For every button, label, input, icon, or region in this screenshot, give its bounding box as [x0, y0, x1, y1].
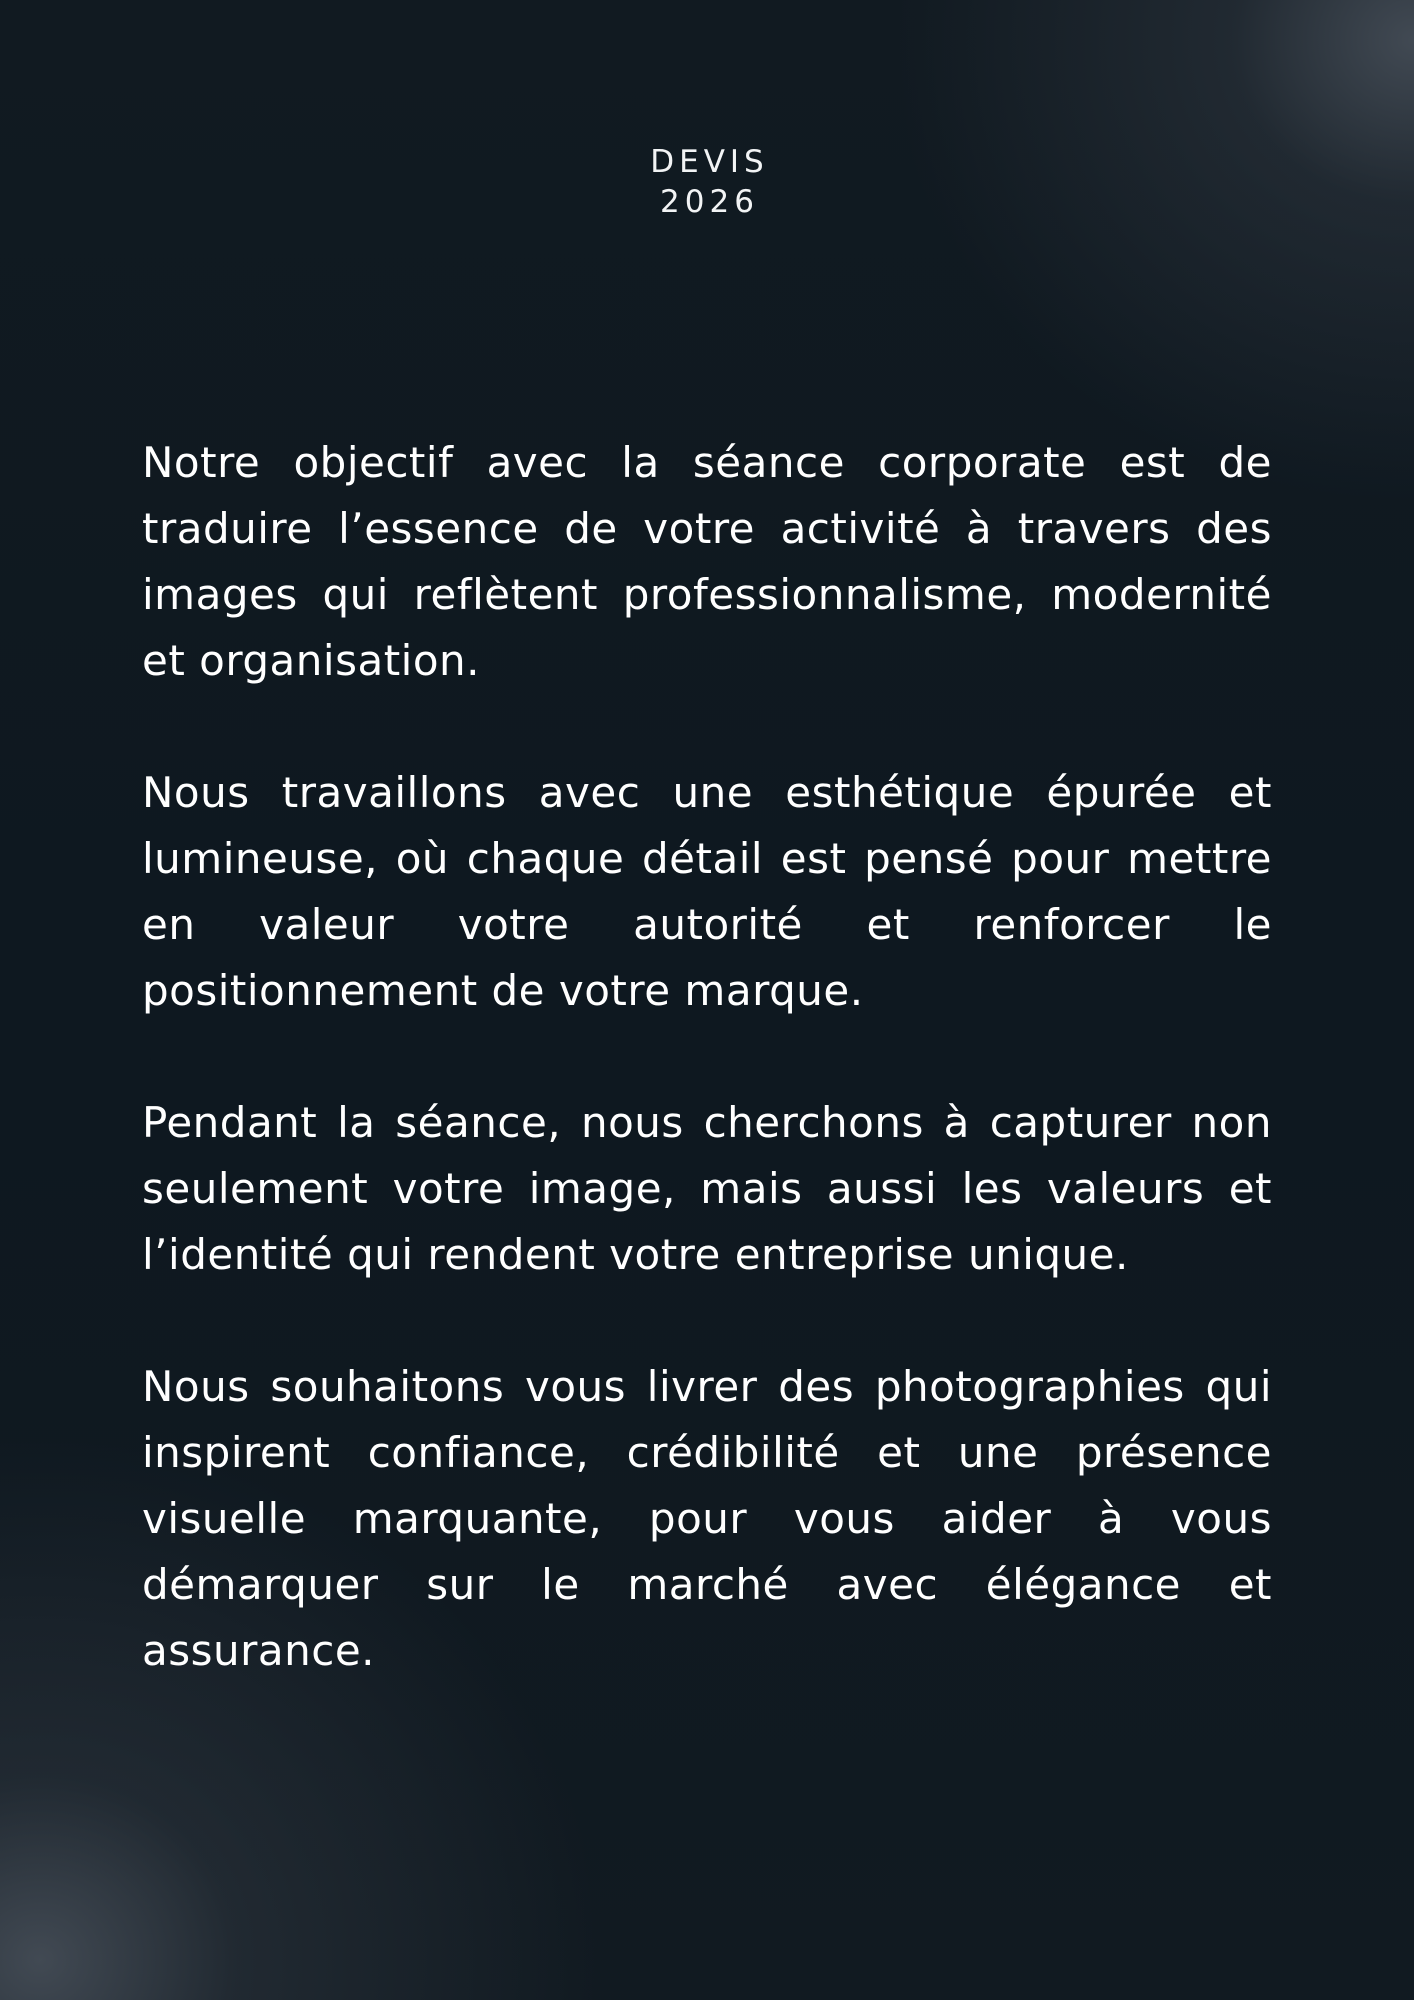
paragraph-objective: Notre objectif avec la séance corporate est de traduire l’essence de votre activité à travers des images qui reflètent professionnalisme, modernité et organisation. — [142, 438, 1272, 685]
paragraph-session: Pendant la séance, nous cherchons à capturer non seulement votre image, mais aussi les valeurs et l’identité qui rendent votre entreprise unique. — [142, 1098, 1272, 1279]
paragraph-aesthetic: Nous travaillons avec une esthétique épurée et lumineuse, où chaque détail est pensé pour mettre en valeur votre autorité et renforcer le positionnement de votre marque. — [142, 768, 1272, 1015]
body-text — [142, 430, 1272, 1750]
page-header — [0, 142, 1414, 222]
header-title: DEVIS — [650, 144, 769, 180]
paragraph-delivery: Nous souhaitons vous livrer des photographies qui inspirent confiance, crédibilité et une présence visuelle marquante, pour vous aider à vous démarquer sur le marché avec élégance et assurance. — [142, 1362, 1272, 1675]
header-year: 2026 — [660, 184, 759, 220]
